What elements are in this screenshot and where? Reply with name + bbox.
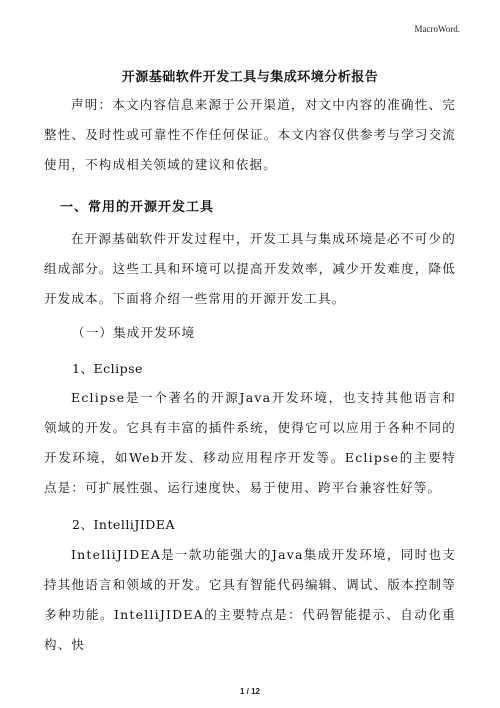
intellij-paragraph: IntelliJIDEA是一款功能强大的Java集成开发环境，同时也支持其他语言和领域的开发。它具有智能代码编辑、调试、版本控制等多种功能。IntelliJIDEA的主要特点是：代码智能提示、自动化重构、快	[44, 547, 456, 652]
header-brand: MacroWord.	[414, 24, 460, 34]
subsection-heading-ide: （一）集成开发环境	[72, 325, 196, 340]
disclaimer-paragraph: 声明：本文内容信息来源于公开渠道，对文中内容的准确性、完整性、及时性或可靠性不作任何保证。本文内容仅供参考与学习交流使用，不构成相关领域的建议和依据。	[44, 97, 456, 172]
section-intro-paragraph: 在开源基础软件开发过程中，开发工具与集成环境是必不可少的组成部分。这些工具和环境可以提高开发效率，减少开发难度，降低开发成本。下面将介绍一些常用的开源开发工具。	[44, 231, 456, 306]
item-heading-eclipse: 1、Eclipse	[72, 361, 143, 376]
eclipse-paragraph: Eclipse是一个著名的开源Java开发环境，也支持其他语言和领域的开发。它具有丰富的插件系统，使得它可以应用于各种不同的开发环境，如Web开发、移动应用程序开发等。Eclipse的主要特点是：可扩展性强、运行速度快、易于使用、跨平台兼容性好等。	[44, 390, 456, 495]
document-title: 开源基础软件开发工具与集成环境分析报告	[121, 70, 379, 85]
item-heading-intellij: 2、IntelliJIDEA	[72, 517, 175, 532]
section-heading-common-tools: 一、常用的开源开发工具	[60, 200, 215, 215]
page-number: 1 / 12	[239, 687, 260, 696]
